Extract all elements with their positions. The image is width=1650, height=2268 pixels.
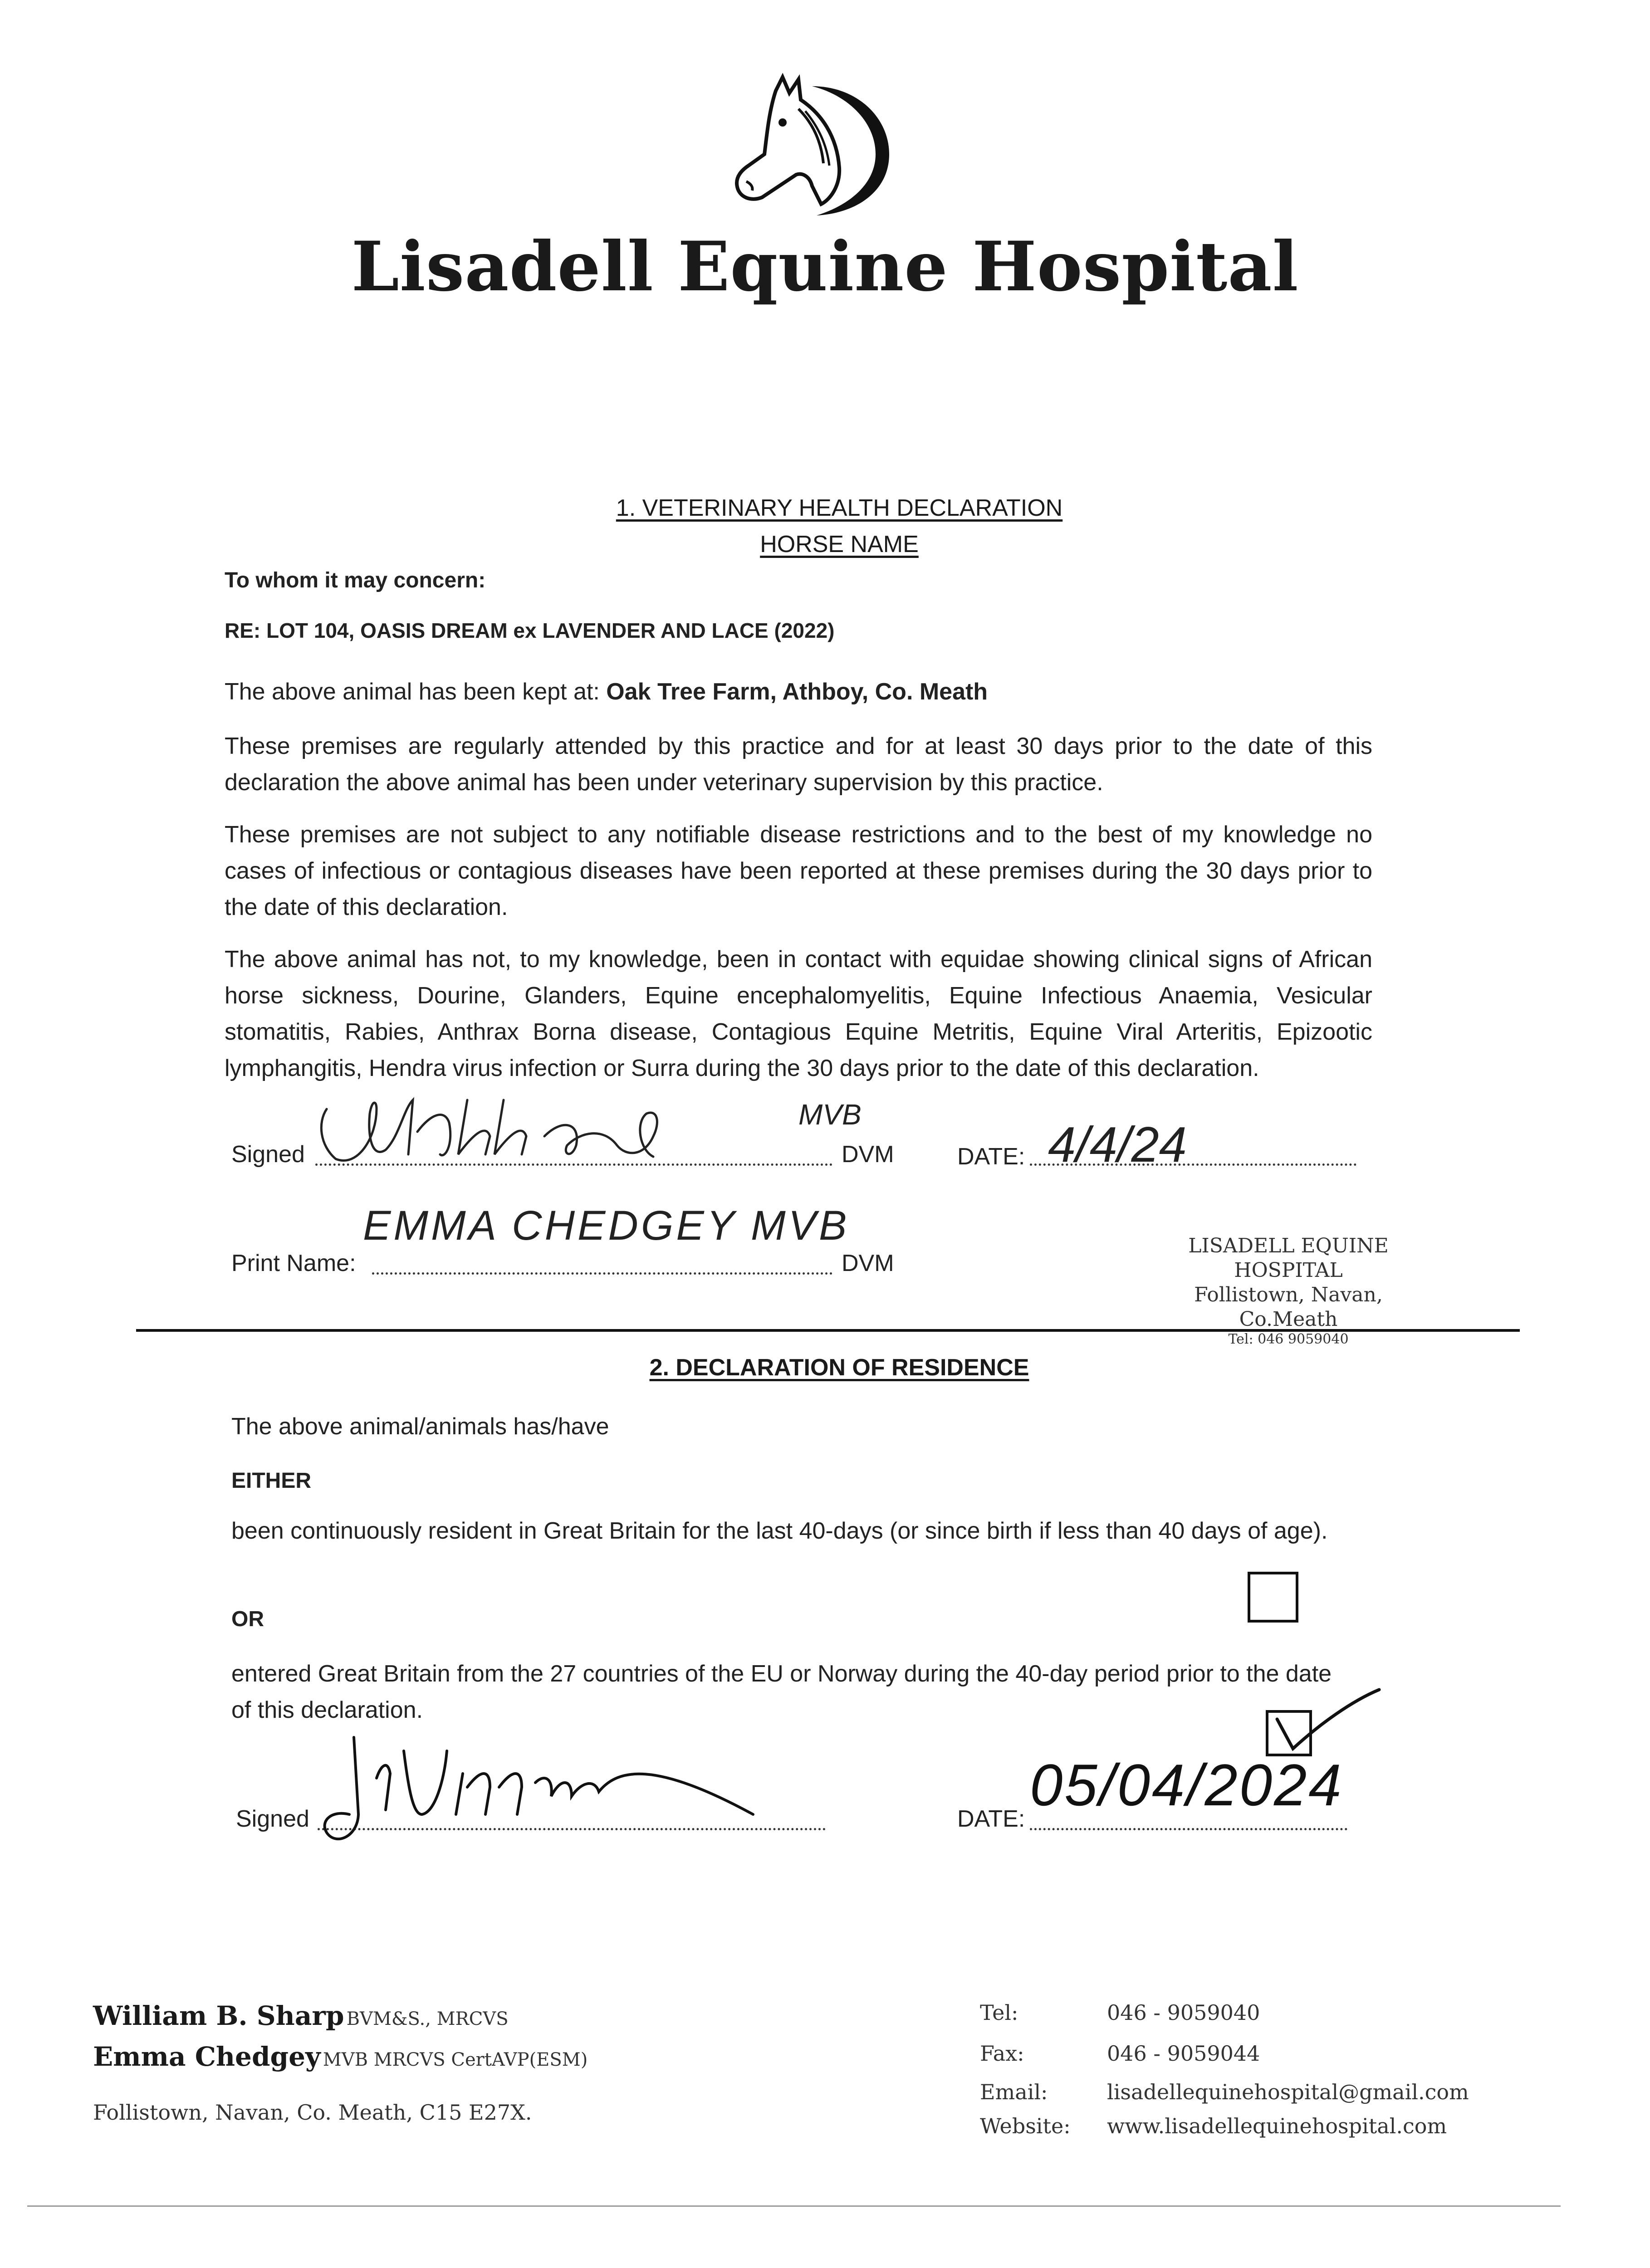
signature-scribble-2 bbox=[299, 1724, 789, 1851]
paragraph-no-contact: The above animal has not, to my knowledge, been in contact with equidae showing clinical signs of African horse sickness, Dourine, Glanders, Equine encephalomyelitis, Equine Infectious Anaemia, Vesicular stomatitis, Rabies, Anthrax Borna disease, Contagious Equine Metritis, Equine Viral Arteritis, Epizootic lymphangitis, Hendra virus infection or Surra during the 30 days prior to the date of this declaration. bbox=[225, 946, 1372, 1081]
handwritten-mvb-1: MVB bbox=[798, 1098, 862, 1131]
website-value[interactable]: www.lisadellequinehospital.com bbox=[1107, 2114, 1447, 2138]
date-label-2: DATE: bbox=[957, 1806, 1025, 1832]
stamp-line-1: LISADELL EQUINE bbox=[1188, 1234, 1389, 1257]
kept-at-location: Oak Tree Farm, Athboy, Co. Meath bbox=[606, 679, 988, 705]
signature-scribble-1 bbox=[308, 1082, 726, 1173]
section1-subtitle: HORSE NAME bbox=[760, 531, 919, 557]
re-line: RE: LOT 104, OASIS DREAM ex LAVENDER AND LACE (2022) bbox=[225, 619, 835, 642]
email-label: Email: bbox=[980, 2080, 1048, 2104]
vet2-quals: MVB MRCVS CertAVP(ESM) bbox=[323, 2049, 588, 2070]
section1-title-text: 1. VETERINARY HEALTH DECLARATION bbox=[616, 495, 1063, 521]
print-name-line bbox=[372, 1272, 832, 1275]
option-resident-checkbox[interactable] bbox=[1248, 1572, 1298, 1623]
vet2-name: Emma Chedgey bbox=[93, 2041, 321, 2072]
paragraph-supervision: These premises are regularly attended by this practice and for at least 30 days prior to the date of this declaration the above animal has been under veterinary supervision by this practice. bbox=[225, 733, 1372, 796]
residence-intro: The above animal/animals has/have bbox=[231, 1413, 609, 1440]
stamp-line-3: Follistown, Navan, Co.Meath bbox=[1194, 1283, 1383, 1331]
date-line-1 bbox=[1030, 1163, 1356, 1166]
print-name-label: Print Name: bbox=[231, 1250, 356, 1276]
footer-vet-1 bbox=[93, 2000, 509, 2031]
date-line-2 bbox=[1030, 1828, 1347, 1830]
signature-line-2 bbox=[318, 1828, 826, 1830]
option-resident: been continuously resident in Great Britain for the last 40-days (or since birth if less than 40 days of age). bbox=[231, 1518, 1328, 1544]
paragraph-restrictions: These premises are not subject to any notifiable disease restrictions and to the best of my knowledge no cases of infectious or contagious diseases have been reported at these premises during the 30 days prior to the date of this declaration. bbox=[225, 821, 1372, 920]
section1-title bbox=[454, 494, 1225, 522]
fax-value: 046 - 9059044 bbox=[1107, 2041, 1260, 2066]
kept-at-prefix: The above animal has been kept at: bbox=[225, 679, 600, 705]
handwritten-date-2: 05/04/2024 bbox=[1030, 1752, 1343, 1818]
or-label: OR bbox=[231, 1607, 264, 1631]
tel-label: Tel: bbox=[980, 2000, 1018, 2025]
stamp-line-4: Tel: 046 9059040 bbox=[1228, 1331, 1349, 1347]
kept-at-line bbox=[225, 674, 988, 710]
handwritten-date-1: 4/4/24 bbox=[1048, 1117, 1187, 1173]
footer-rule bbox=[27, 2205, 1561, 2207]
signed-label-1: Signed bbox=[231, 1141, 305, 1168]
horse-head-icon bbox=[708, 68, 898, 218]
handwritten-print-name: EMMA CHEDGEY MVB bbox=[363, 1202, 850, 1249]
signature-line-1 bbox=[315, 1163, 832, 1166]
section2-title-text: 2. DECLARATION OF RESIDENCE bbox=[649, 1354, 1029, 1381]
footer-vet-2 bbox=[93, 2041, 588, 2072]
email-value[interactable]: lisadellequinehospital@gmail.com bbox=[1107, 2080, 1469, 2104]
stamp-line-2: HOSPITAL bbox=[1234, 1259, 1343, 1282]
fax-label: Fax: bbox=[980, 2041, 1024, 2066]
footer-address: Follistown, Navan, Co. Meath, C15 E27X. bbox=[93, 2100, 532, 2125]
vet1-quals: BVM&S., MRCVS bbox=[346, 2009, 509, 2029]
tel-value: 046 - 9059040 bbox=[1107, 2000, 1260, 2025]
section2-title bbox=[408, 1354, 1270, 1381]
website-label: Website: bbox=[980, 2114, 1071, 2138]
salutation: To whom it may concern: bbox=[225, 568, 486, 592]
option-entered: entered Great Britain from the 27 countries of the EU or Norway during the 40-day period prior to the date of this declaration. bbox=[231, 1661, 1332, 1723]
dvm-label-1: DVM bbox=[842, 1141, 894, 1168]
section-divider bbox=[136, 1329, 1520, 1332]
dvm-label-2: DVM bbox=[842, 1250, 894, 1276]
hospital-name: Lisadell Equine Hospital bbox=[351, 227, 1299, 307]
vet1-name: William B. Sharp bbox=[93, 2000, 344, 2031]
either-label: EITHER bbox=[231, 1469, 312, 1493]
option-entered-checkbox[interactable] bbox=[1266, 1710, 1312, 1756]
date-label-1: DATE: bbox=[957, 1144, 1025, 1170]
signed-label-2: Signed bbox=[236, 1806, 309, 1832]
